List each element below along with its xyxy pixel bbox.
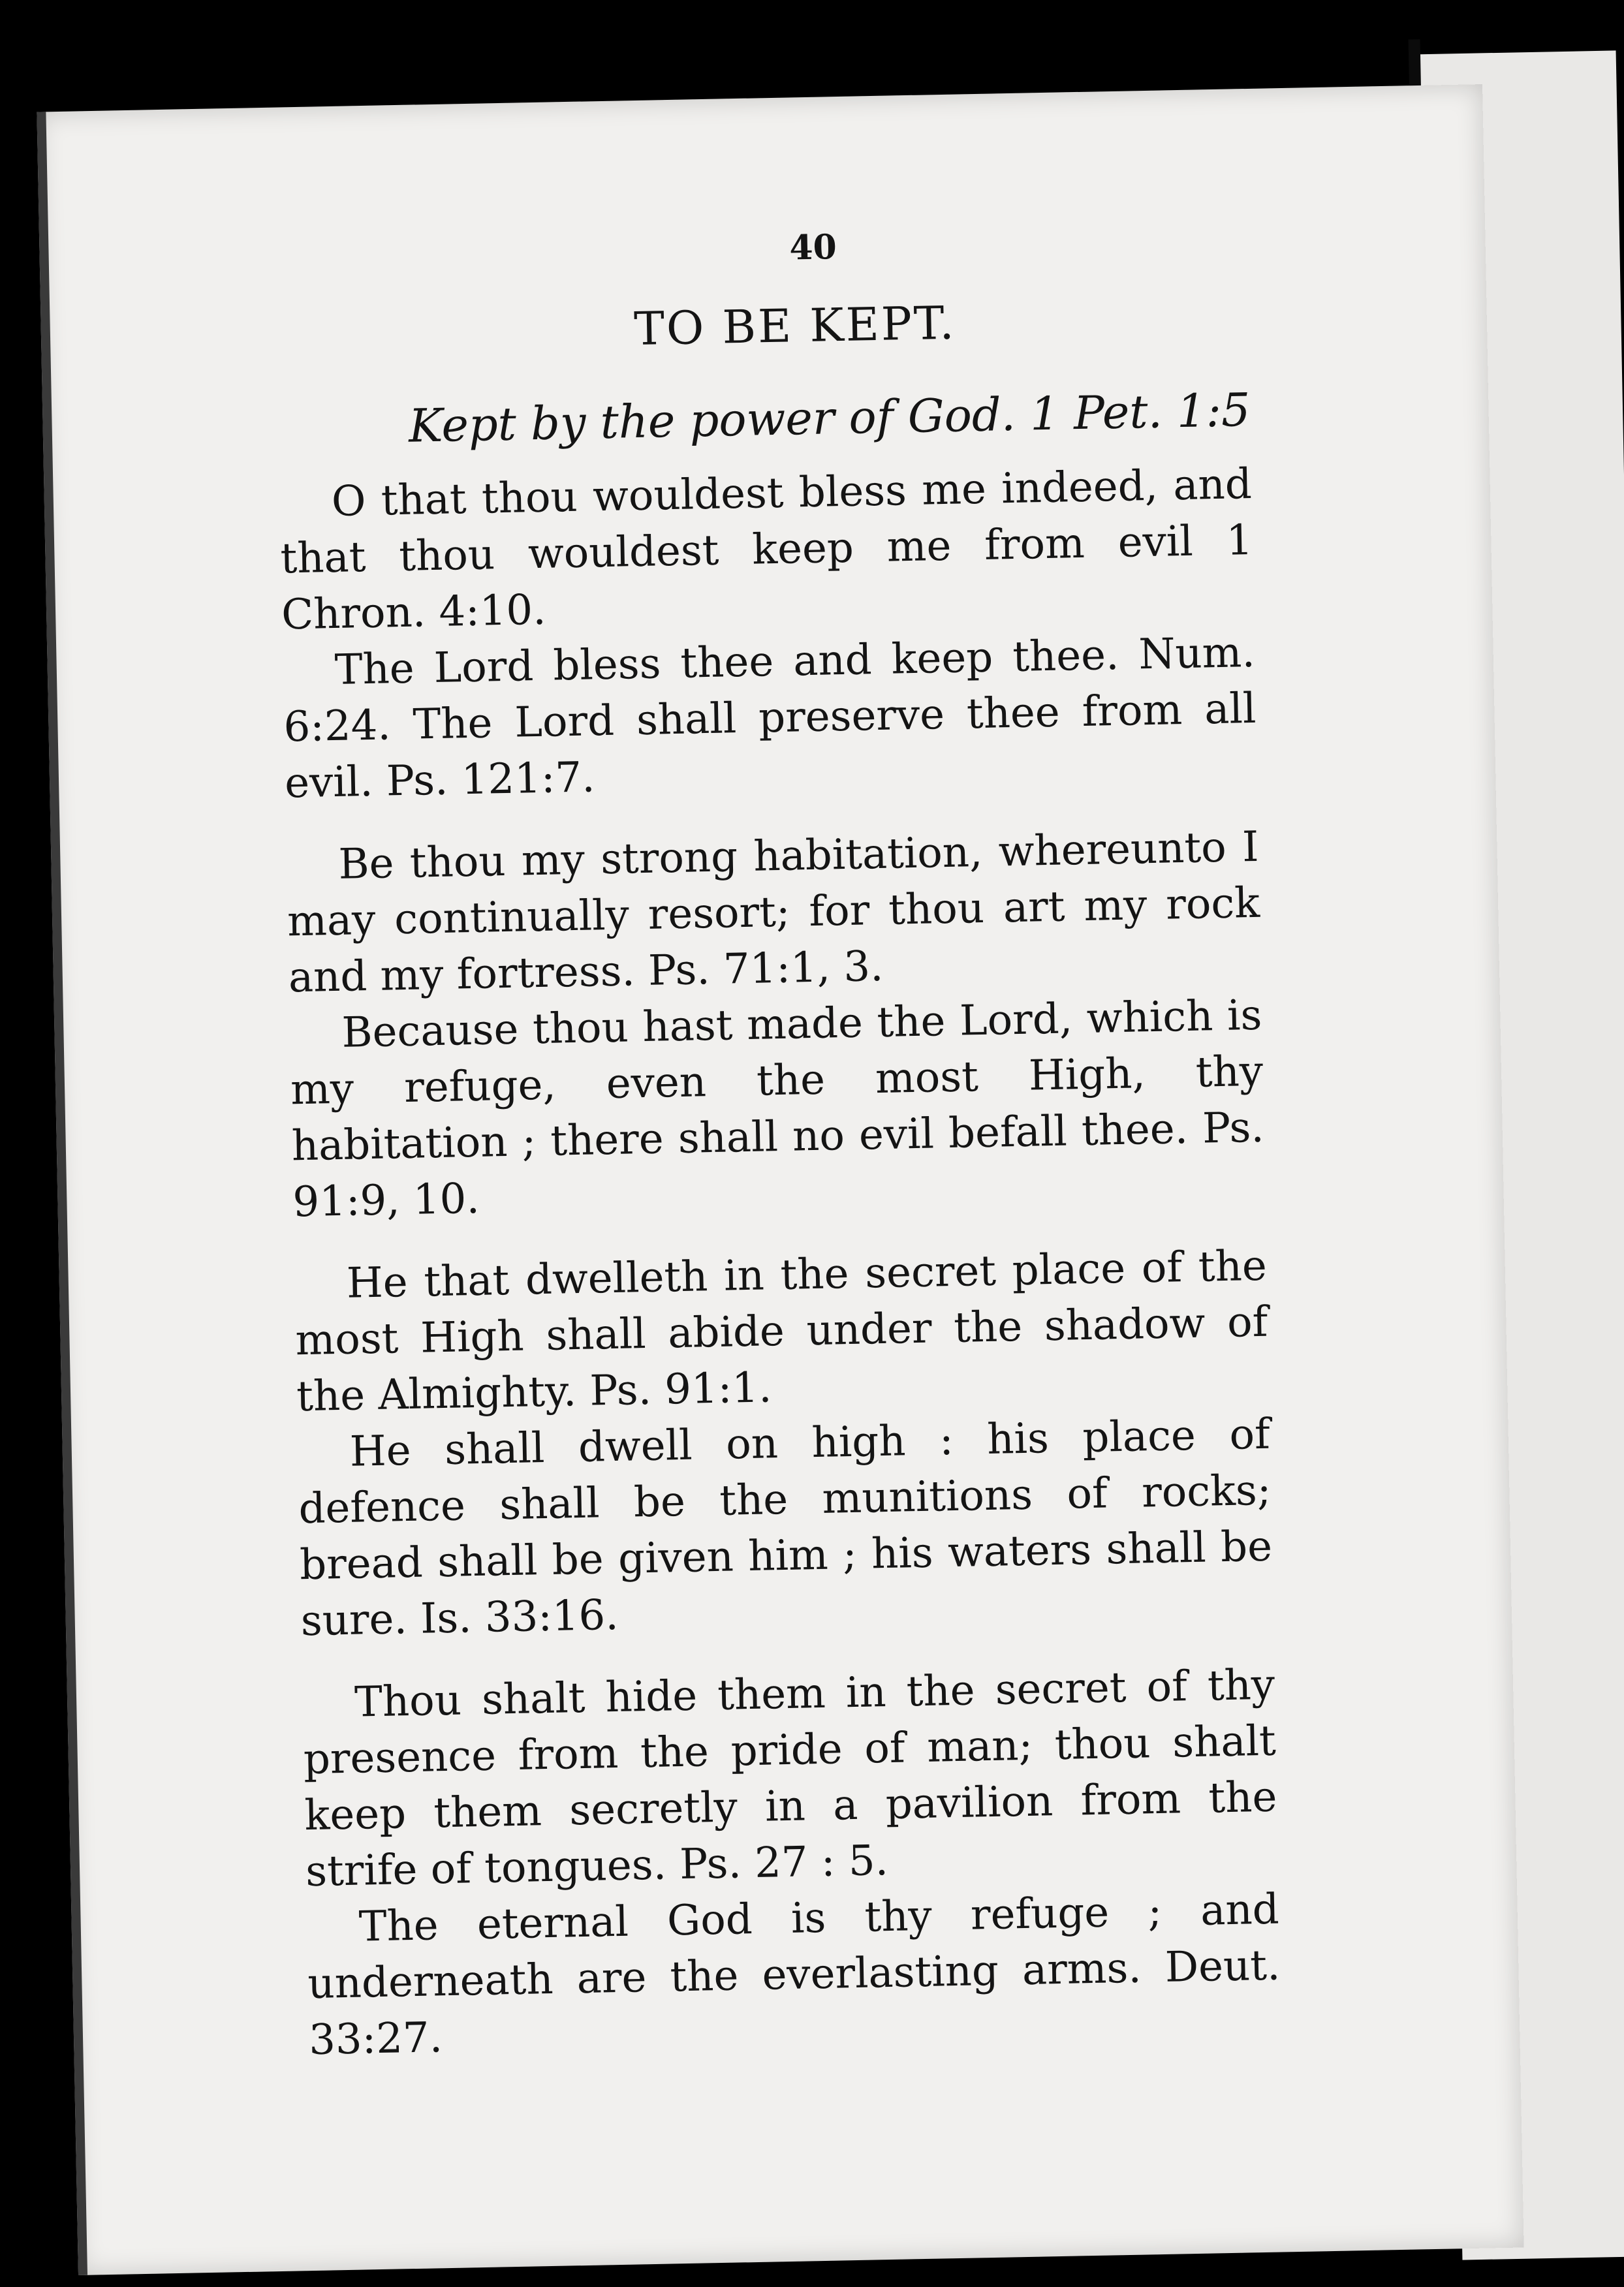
epigraph: Kept by the power of God. 1 Pet. 1:5: [408, 382, 1251, 453]
page-heading: TO BE KEPT.: [633, 296, 957, 356]
page-border: [37, 112, 87, 2275]
page-number: 40: [789, 227, 837, 268]
paragraph: He that dwelleth in the secret place of the most High shall abide under the shadow of the Almighty. Ps. 91:1.: [294, 1241, 1269, 1422]
paragraph: Be thou my strong habitation, whereunto I may continually resort; for thou art my rock and my fortress. Ps. 71:1, 3.: [287, 822, 1260, 1003]
page-text: [274, 219, 1282, 2068]
page-sheet: [37, 84, 1523, 2275]
paragraph: Thou shalt hide them in the secret of thy presence from the pride of man; thou shalt keep them secretly in a pavilion from the strife of tongues. Ps. 27 : 5.: [303, 1660, 1278, 1897]
paragraph: O that thou wouldest bless me indeed, and that thou wouldest keep me from evil 1 Chron. 4:10.: [279, 459, 1254, 640]
paragraph: He shall dwell on high : his place of defence shall be the munitions of rocks; bread shall be given him ; his waters shall be sure. Is. 33:16.: [298, 1410, 1273, 1646]
paragraph: The eternal God is thy refuge ; and underneath are the everlasting arms. Deut. 33:27.: [307, 1885, 1281, 2065]
paragraph: Because thou hast made the Lord, which is my refuge, even the most High, thy habitation ; there shall no evil befall thee. Ps. 91:9, 10.: [290, 991, 1265, 1227]
paragraph: The Lord bless thee and keep thee. Num. 6:24. The Lord shall preserve thee from all evil. Ps. 121:7.: [283, 628, 1257, 808]
